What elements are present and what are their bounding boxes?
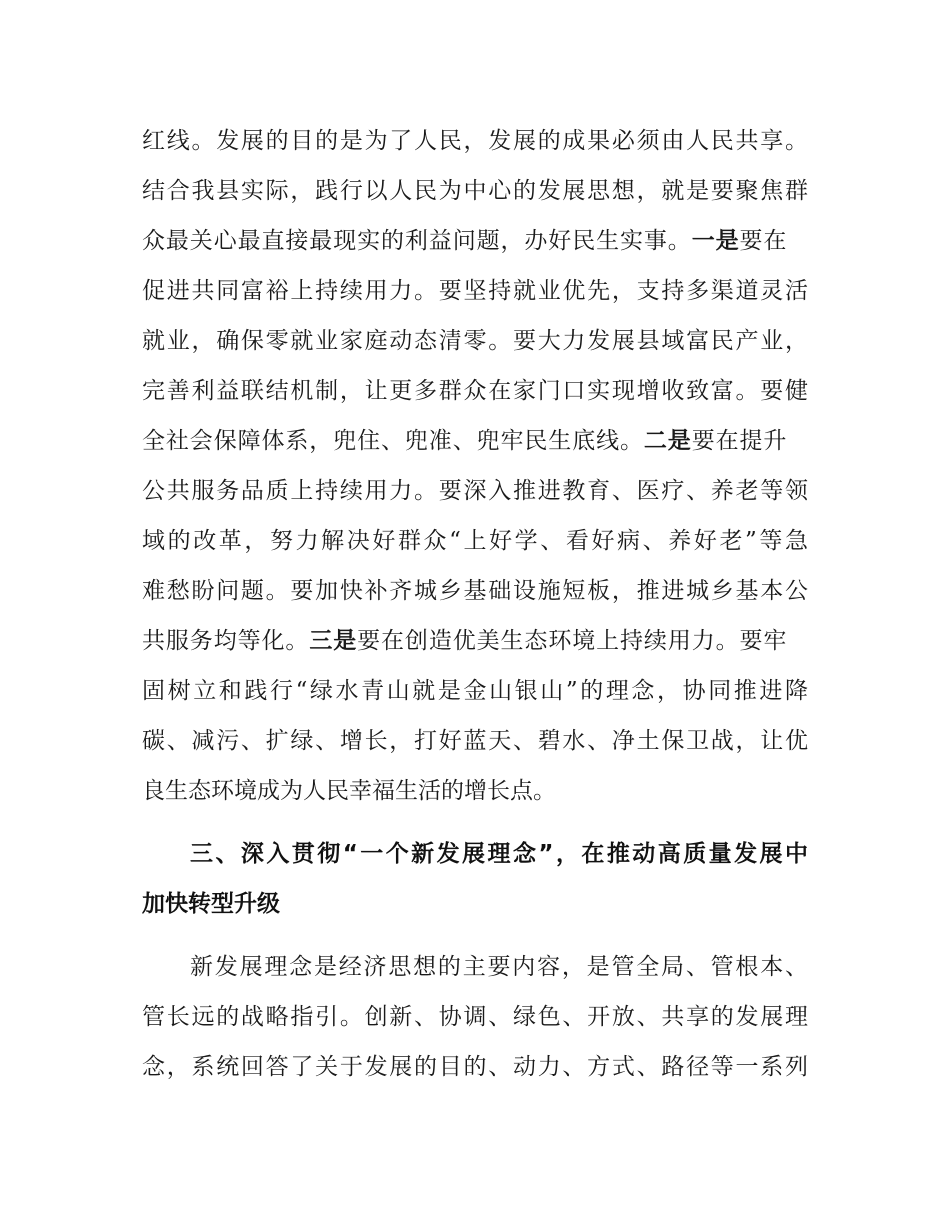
section-heading: 三、深入贯彻“一个新发展理念”，在推动高质量发展中 — [190, 841, 808, 867]
body-line: 促进共同富裕上持续用力。要坚持就业优先，支持多渠道灵活 — [142, 278, 808, 304]
body-line: 结合我县实际，践行以人民为中心的发展思想，就是要聚焦群 — [142, 178, 808, 204]
body-line: 完善利益联结机制，让更多群众在家门口实现增收致富。要健 — [142, 378, 808, 404]
body-line: 管长远的战略指引。创新、协调、绿色、开放、共享的发展理 — [142, 1004, 808, 1030]
body-line: 良生态环境成为人民幸福生活的增长点。 — [142, 778, 556, 804]
body-line: 念，系统回答了关于发展的目的、动力、方式、路径等一系列 — [142, 1054, 808, 1080]
ordinal-marker: 二是 — [643, 428, 692, 454]
body-line: 就业，确保零就业家庭动态清零。要大力发展县域富民产业， — [142, 328, 808, 354]
body-line: 红线。发展的目的是为了人民，发展的成果必须由人民共享。 — [142, 128, 808, 154]
body-text: 共服务均等化。 — [142, 628, 310, 654]
ordinal-marker: 一是 — [691, 228, 740, 254]
body-line — [142, 421, 808, 461]
body-line — [142, 221, 808, 261]
body-line: 域的改革，努力解决好群众“上好学、看好病、养好老”等急 — [142, 528, 808, 554]
body-line: 公共服务品质上持续用力。要深入推进教育、医疗、养老等领 — [142, 478, 808, 504]
body-text: 要在创造优美生态环境上持续用力。要牢 — [357, 628, 788, 654]
body-line: 新发展理念是经济思想的主要内容，是管全局、管根本、 — [190, 954, 808, 980]
section-heading-continued: 加快转型升级 — [142, 891, 280, 917]
body-text: 众最关心最直接最现实的利益问题，办好民生实事。 — [142, 228, 692, 254]
ordinal-marker: 三是 — [309, 628, 358, 654]
body-text: 要在 — [739, 228, 788, 254]
body-text: 要在提升 — [691, 428, 788, 454]
body-line: 难愁盼问题。要加快补齐城乡基础设施短板，推进城乡基本公 — [142, 578, 808, 604]
body-text: 全社会保障体系，兜住、兜准、兜牢民生底线。 — [142, 428, 644, 454]
body-line — [142, 621, 808, 661]
body-line: 碳、减污、扩绿、增长，打好蓝天、碧水、净土保卫战，让优 — [142, 728, 808, 754]
body-line: 固树立和践行“绿水青山就是金山银山”的理念，协同推进降 — [142, 678, 808, 704]
